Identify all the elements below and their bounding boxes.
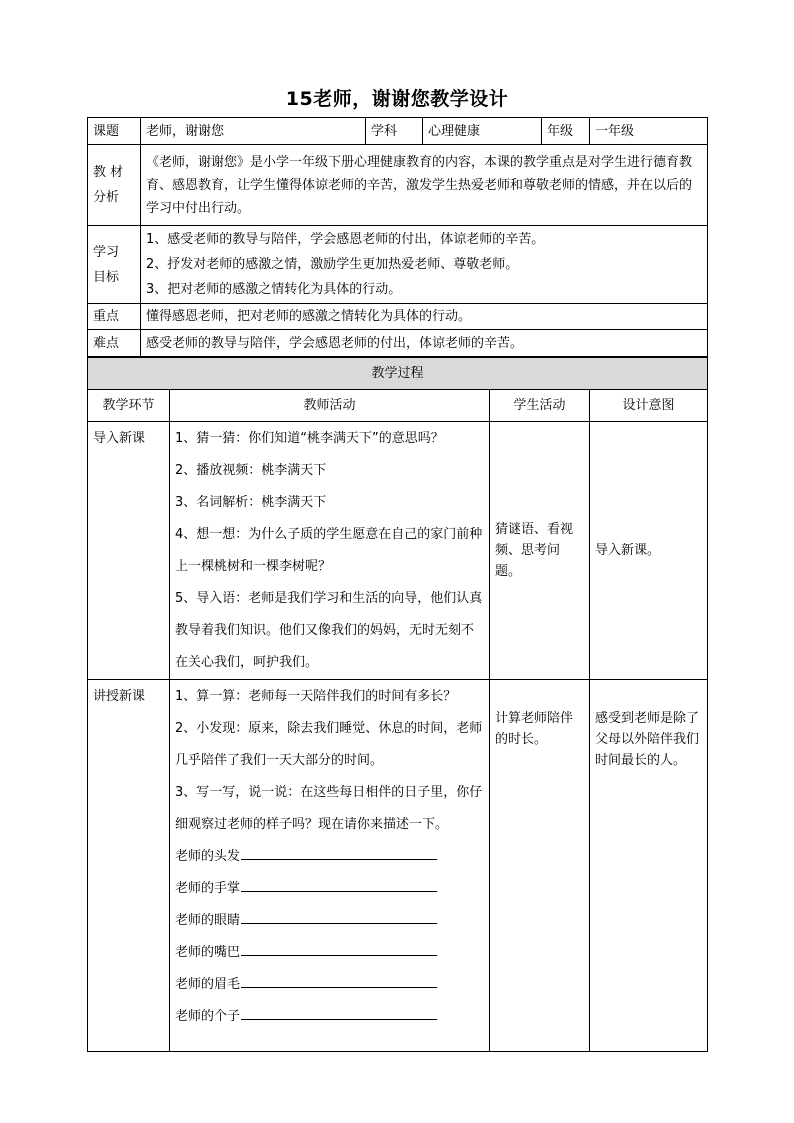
analysis-text: 《老师，谢谢您》是小学一年级下册心理健康教育的内容，本课的教学重点是对学生进行德育教育、感恩教育，让学生懂得体谅老师的辛苦，激发学生热爱老师和尊敬老师的情感，并在以后的学习中付出行动。 <box>141 145 708 226</box>
fill-blank-label: 老师的眉毛 <box>175 977 241 992</box>
teacher-activity-item: 3、名词解析：桃李满天下 <box>175 495 327 510</box>
teacher-activity-item: 5、导入语：老师是我们学习和生活的向导，他们认真教导着我们知识。他们又像我们的妈妈，无时无刻不在关心我们，呵护我们。 <box>175 591 483 670</box>
col-stage-header: 教学环节 <box>88 390 170 422</box>
analysis-label-line: 教 材 <box>93 165 124 180</box>
fill-blank-label: 老师的嘴巴 <box>175 945 241 960</box>
analysis-label-line: 分析 <box>93 190 120 205</box>
fill-blank-line <box>241 969 437 988</box>
fill-blank-item <box>175 873 484 905</box>
teacher-activity-item: 2、播放视频：桃李满天下 <box>175 463 327 478</box>
subject-label: 学科 <box>366 118 423 145</box>
teacher-activity-item: 1、算一算：老师每一天陪伴我们的时间有多长？ <box>175 689 457 704</box>
teacher-activity-item: 1、猜一猜：你们知道“桃李满天下”的意思吗？ <box>175 431 444 446</box>
key-text: 懂得感恩老师，把对老师的感激之情转化为具体的行动。 <box>141 304 708 330</box>
subject-value: 心理健康 <box>423 118 542 145</box>
goal-item: 3、把对老师的感激之情转化为具体的行动。 <box>146 282 402 297</box>
fill-blank-line <box>241 873 437 892</box>
fill-blank-label: 老师的眼睛 <box>175 913 241 928</box>
grade-value: 一年级 <box>590 118 708 145</box>
goals-label-line: 目标 <box>93 269 120 285</box>
fill-blank-label: 老师的个子 <box>175 1009 241 1024</box>
stage-name-text: 导入新课 <box>93 431 146 446</box>
student-activity <box>490 680 590 1052</box>
fill-blank-line <box>241 905 437 924</box>
lesson-info-table <box>87 117 708 357</box>
grade-label: 年级 <box>542 118 590 145</box>
goals-label <box>88 226 141 304</box>
difficulty-label: 难点 <box>88 330 141 357</box>
page-title: 15老师，谢谢您教学设计 <box>285 88 509 110</box>
design-intent-text: 感受到老师是除了父母以外陪伴我们时间最长的人。 <box>595 711 700 768</box>
fill-blank-item <box>175 1001 484 1033</box>
process-header: 教学过程 <box>88 358 708 390</box>
goals-list <box>141 226 708 304</box>
teacher-activity <box>170 422 490 680</box>
student-activity-text: 计算老师陪伴的时长。 <box>495 711 574 747</box>
teaching-process-table <box>87 357 708 1052</box>
fill-blank-line <box>241 841 437 860</box>
teacher-activity-item: 4、想一想：为什么子质的学生愿意在自己的家门前种上一棵桃树和一棵李树呢？ <box>175 527 483 574</box>
difficulty-text: 感受老师的教导与陪伴，学会感恩老师的付出，体谅老师的辛苦。 <box>141 330 708 357</box>
fill-blank-item <box>175 841 484 873</box>
fill-blank-line <box>241 937 437 956</box>
goal-item: 1、感受老师的教导与陪伴，学会感恩老师的付出，体谅老师的辛苦。 <box>146 232 545 247</box>
col-intent-header: 设计意图 <box>590 390 708 422</box>
col-student-header: 学生活动 <box>490 390 590 422</box>
design-intent: 导入新课。 <box>590 422 708 680</box>
stage-name <box>88 422 170 680</box>
topic-value: 老师，谢谢您 <box>141 118 366 145</box>
topic-label: 课题 <box>88 118 141 145</box>
stage-name <box>88 680 170 1052</box>
fill-blank-label: 老师的头发 <box>175 849 241 864</box>
teacher-activity <box>170 680 490 1052</box>
teacher-activity-item: 3、写一写，说一说：在这些每日相伴的日子里，你仔细观察过老师的样子吗？现在请你来描述一下。 <box>175 785 483 832</box>
student-activity: 猜谜语、看视频、思考问题。 <box>490 422 590 680</box>
stage-name-text: 讲授新课 <box>93 689 146 704</box>
fill-blank-item <box>175 905 484 937</box>
fill-blank-item <box>175 937 484 969</box>
teacher-activity-item: 2、小发现：原来，除去我们睡觉、休息的时间，老师几乎陪伴了我们一天大部分的时间。 <box>175 721 483 768</box>
key-label: 重点 <box>88 304 141 330</box>
goals-label-line: 学习 <box>93 244 120 260</box>
goal-item: 2、抒发对老师的感激之情，激励学生更加热爱老师、尊敬老师。 <box>146 257 519 272</box>
fill-blank-label: 老师的手掌 <box>175 881 241 896</box>
analysis-label <box>88 145 141 226</box>
design-intent <box>590 680 708 1052</box>
col-teacher-header: 教师活动 <box>170 390 490 422</box>
fill-blank-line <box>241 1001 437 1020</box>
fill-blank-item <box>175 969 484 1001</box>
